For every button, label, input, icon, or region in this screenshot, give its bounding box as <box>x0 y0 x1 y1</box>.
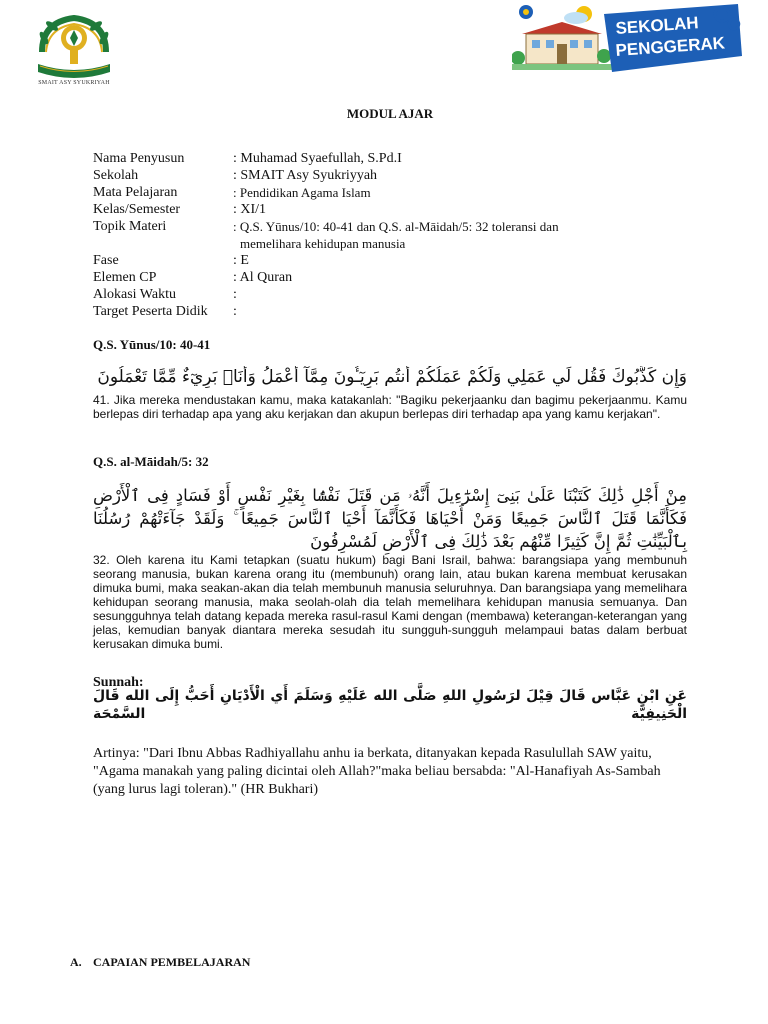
section-capaian-pembelajaran <box>70 955 250 970</box>
hadith-translation: Artinya: "Dari Ibnu Abbas Radhiyallahu anhu ia berkata, ditanyakan kepada Rasulullah SAW yaitu, "Agama manakah yang paling dicintai oleh Allah?"maka beliau bersabda: "Al-Hanafiyah As-Sambah (yang lurus lagi toleran)." (HR Bukhari) <box>93 746 661 797</box>
info-value: : SMAIT Asy Syukriyyah <box>233 168 378 183</box>
arabic-hadith: عَنِ ابْنِ عَبَّاس قَالَ قِيْلَ لرَسُولِ اللهِ صَلَّى الله عَلَيْهِ وَسَلَمَ أَي الْأَدْيَانِ أَحَبُّ إِلَى الله قَالَ الْحَنِيفِيَّة السَّمْحَة <box>93 688 687 722</box>
sekolah-penggerak-logo <box>512 0 744 78</box>
info-value: : <box>233 287 237 302</box>
info-label: Topik Materi <box>93 219 167 234</box>
info-row-topik-materi <box>93 218 653 252</box>
info-row-target-peserta <box>93 303 653 320</box>
info-label: Mata Pelajaran <box>93 185 178 200</box>
info-label: Elemen CP <box>93 270 157 285</box>
penggerak-line1: SEKOLAH <box>614 13 700 38</box>
info-value: : Al Quran <box>233 270 293 285</box>
info-row-sekolah <box>93 167 653 184</box>
module-info-table <box>93 150 653 320</box>
school-logo <box>32 8 116 90</box>
section-heading-sunnah: Sunnah: <box>93 675 144 690</box>
info-row-nama-penyusun <box>93 150 653 167</box>
arabic-verse-yunus: وَإِن كَذَّبُوكَ فَقُل لِّي عَمَلِي وَلَكُمْ عَمَلُكُمْ أَنتُم بَرِيٓـُٔونَ مِمَّآ أَعْمَلُ وَأَنَا۠ بَرِيٓءٌ مِّمَّا تَعْمَلُونَ <box>97 367 687 387</box>
penggerak-line2: PENGGERAK <box>614 33 726 60</box>
info-row-fase <box>93 252 653 269</box>
info-row-elemen-cp <box>93 269 653 286</box>
page-title: MODUL AJAR <box>346 106 434 121</box>
section-heading-yunus: Q.S. Yūnus/10: 40-41 <box>93 337 211 352</box>
info-value: : Pendidikan Agama Islam <box>233 185 371 200</box>
info-value: : Muhamad Syaefullah, S.Pd.I <box>233 151 402 166</box>
school-logo-caption: SMAIT ASY SYUKRIYAH <box>38 80 110 86</box>
section-number: A. <box>70 955 82 969</box>
info-value: : Q.S. Yūnus/10: 40-41 dan Q.S. al-Māidah/5: 32 toleransi dan <box>233 219 559 234</box>
info-row-mata-pelajaran <box>93 184 653 201</box>
translation-maidah: 32. Oleh karena itu Kami tetapkan (suatu hukum) bagi Bani Israil, bahwa: barangsiapa yang membunuh seorang manusia, bukan karena orang itu (membunuh) orang lain, atau bukan karena membuat kerusakan dimuka bumi, maka seakan-akan dia telah membunuh manusia seluruhnya. Dan barangsiapa yang memelihara kehidupan seorang manusia, maka seolah-olah dia telah memelihara kehidupan manusia semuanya. Dan sesungguhnya telah datang kepada mereka rasul-rasul Kami dengan (membawa) keterangan-keterangan yang jelas, kemudian banyak diantara mereka sesudah itu sungguh-sungguh melampaui batas dalam berbuat kerusakan dimuka bumi. <box>93 553 687 651</box>
info-label: Kelas/Semester <box>93 202 181 217</box>
info-label: Alokasi Waktu <box>93 287 176 302</box>
info-label: Fase <box>93 253 119 268</box>
info-row-kelas-semester <box>93 201 653 218</box>
section-heading-maidah: Q.S. al-Māidah/5: 32 <box>93 454 209 469</box>
arabic-verse-maidah: مِنْ أَجْلِ ذَٰلِكَ كَتَبْنَا عَلَىٰ بَنِىٓ إِسْرَٰٓءِيلَ أَنَّهُۥ مَن قَتَلَ نَفْسًۢا بِغَيْرِ نَفْسٍ أَوْ فَسَادٍ فِى ٱلْأَرْضِ فَكَأَنَّمَا قَتَلَ ٱلنَّاسَ جَمِيعًا وَمَنْ أَحْيَاهَا فَكَأَنَّمَآ أَحْيَا ٱلنَّاسَ جَمِيعًا ۚ وَلَقَدْ جَآءَتْهُمْ رُسُلُنَا بِٱلْبَيِّنَٰتِ ثُمَّ إِنَّ كَثِيرًا مِّنْهُم بَعْدَ ذَٰلِكَ فِى ٱلْأَرْضِ لَمُسْرِفُونَ <box>93 486 687 551</box>
info-row-alokasi-waktu <box>93 286 653 303</box>
info-value: : E <box>233 253 249 268</box>
info-value: : XI/1 <box>233 202 267 217</box>
info-label: Sekolah <box>93 168 139 183</box>
info-value-group <box>233 218 653 252</box>
info-label: Target Peserta Didik <box>93 304 208 319</box>
translation-yunus: 41. Jika mereka mendustakan kamu, maka katakanlah: "Bagiku pekerjaanku dan bagimu pekerjaanmu. Kamu berlepas diri terhadap apa yang aku kerjakan dan akupun berlepas diri terhadap apa yang kamu kerjakan". <box>93 393 687 421</box>
info-label: Nama Penyusun <box>93 151 185 166</box>
info-value: : <box>233 304 237 319</box>
section-label: CAPAIAN PEMBELAJARAN <box>93 955 251 969</box>
info-value-continuation: memelihara kehidupan manusia <box>240 236 406 251</box>
